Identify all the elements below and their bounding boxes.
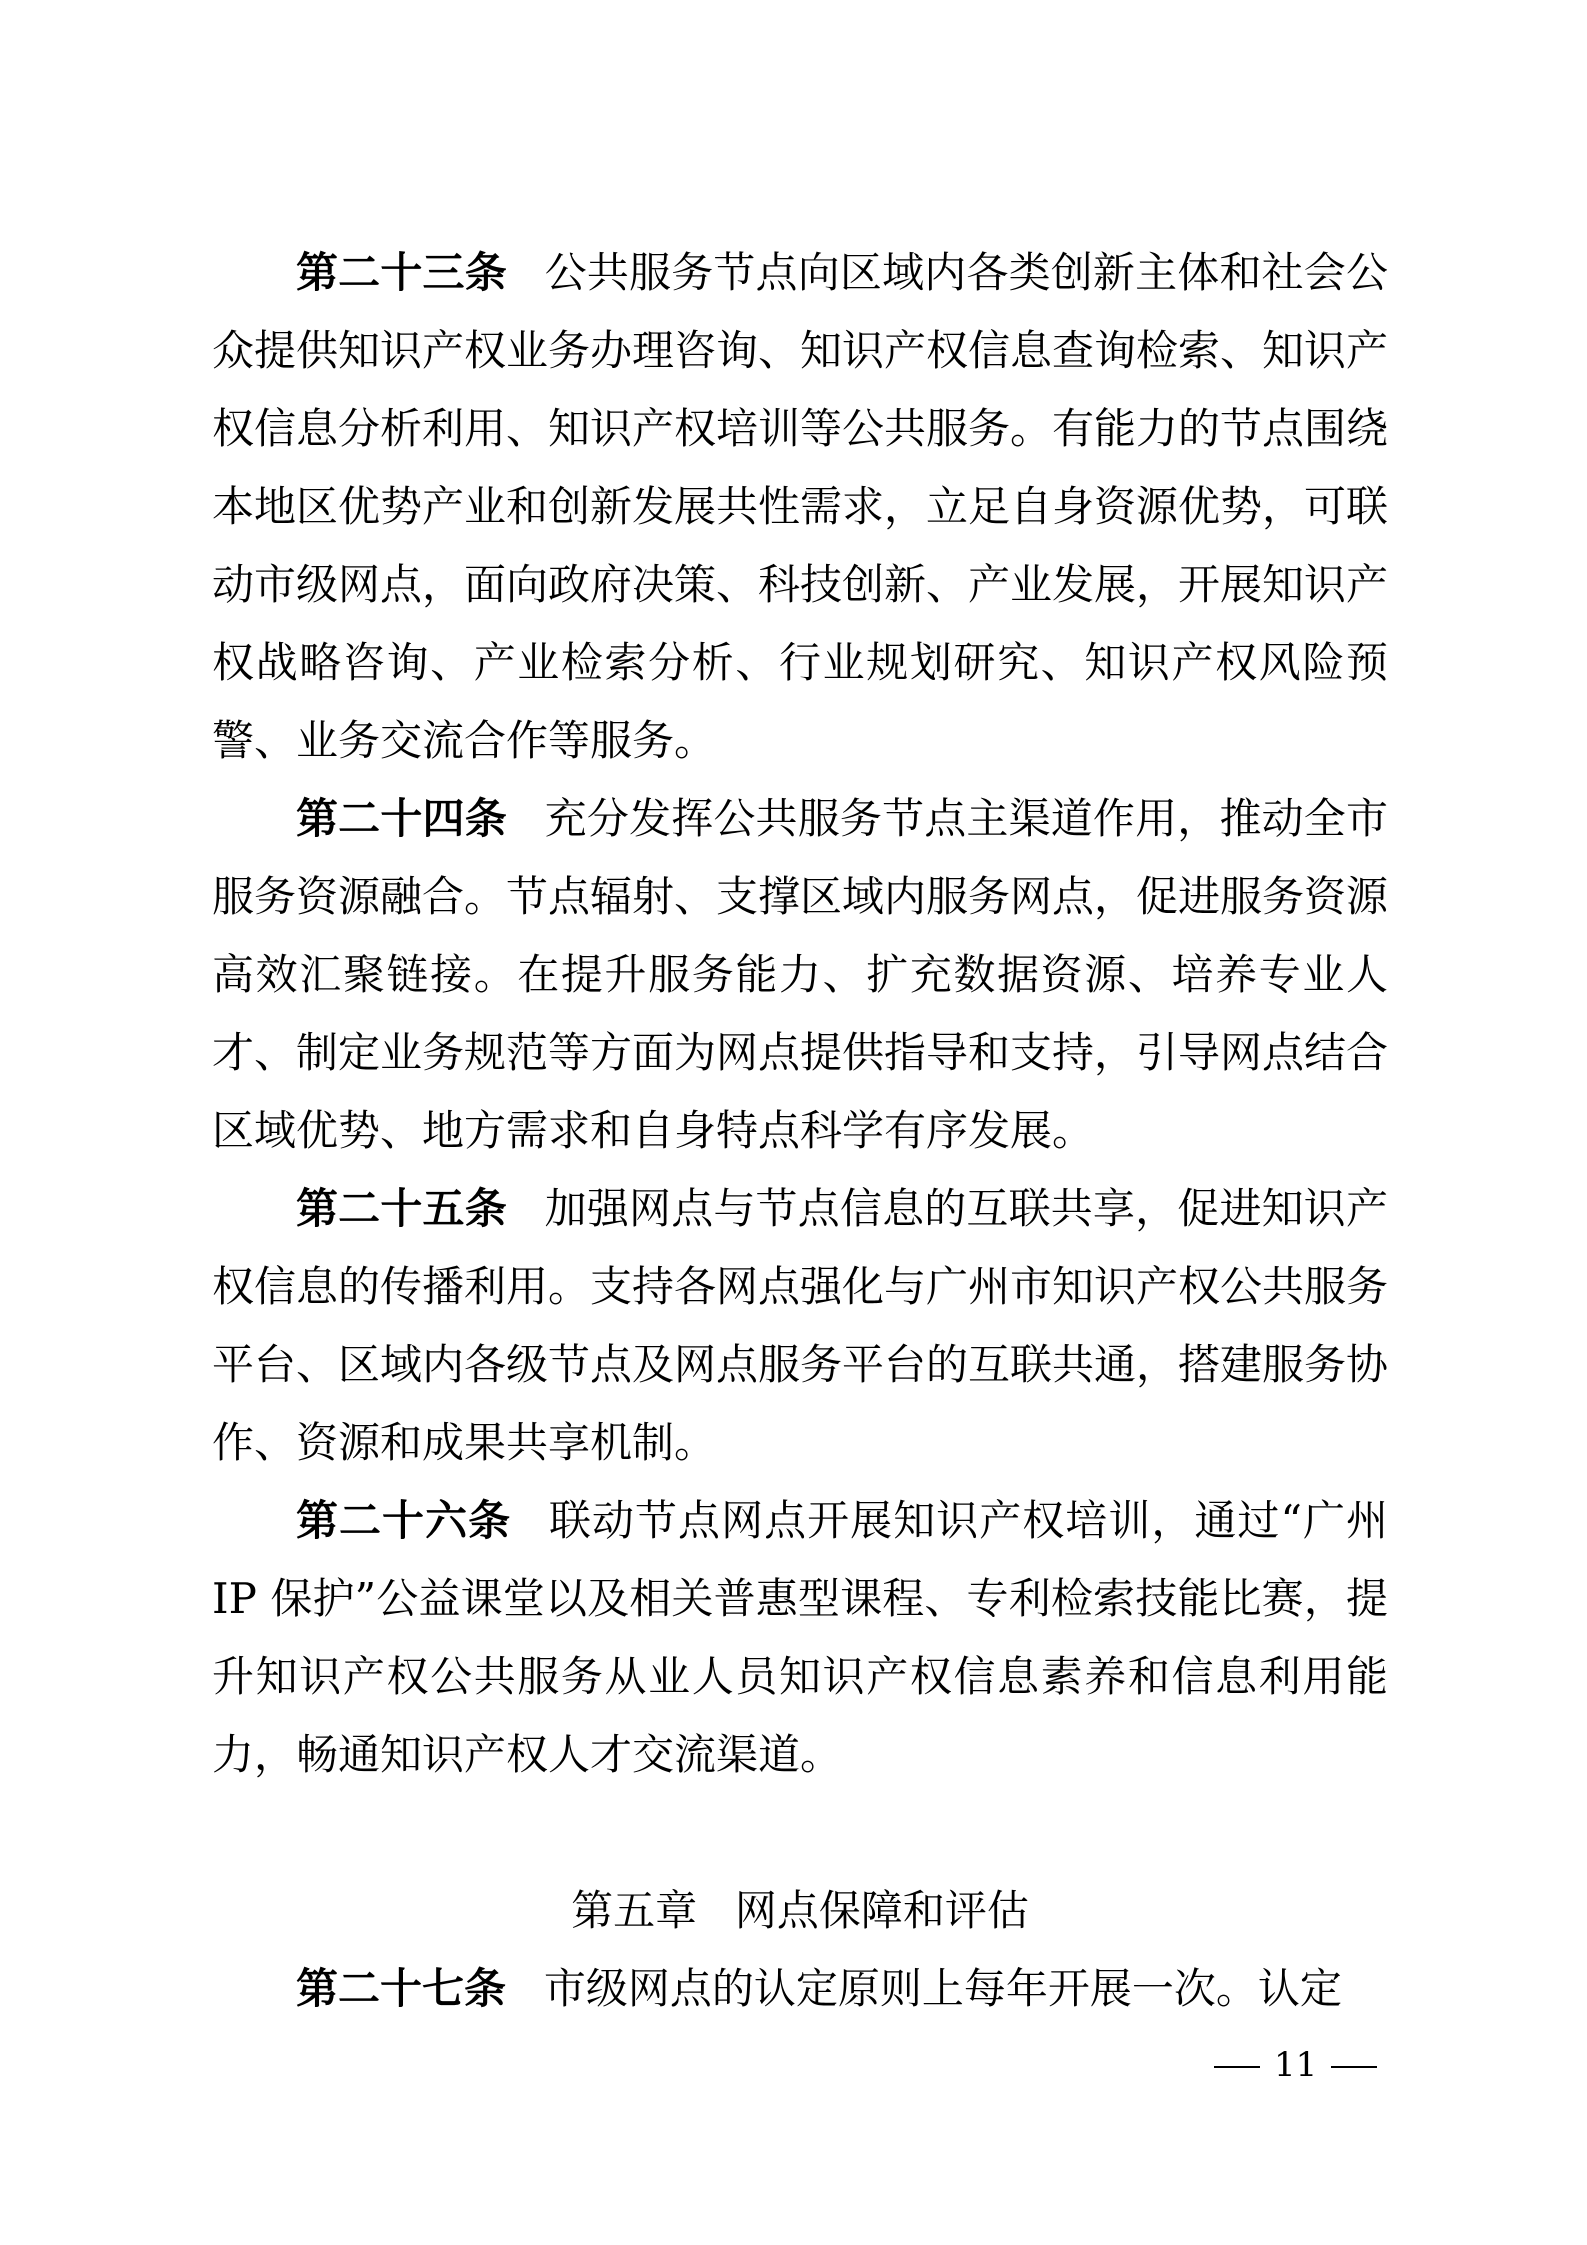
article-27: [212, 1950, 1388, 2028]
article-23: [212, 234, 1388, 780]
article-25: [212, 1170, 1388, 1482]
article-number: 第二十七条: [296, 1964, 507, 2013]
document-body: [212, 234, 1388, 2028]
article-text: 联动节点网点开展知识产权培训，通过“广州 IP 保护”公益课堂以及相关普惠型课程、专利检索技能比赛，提升知识产权公共服务从业人员知识产权信息素养和信息利用能力，畅通知识产权人才交流渠道。: [212, 1496, 1388, 1779]
article-number: 第二十四条: [296, 794, 507, 843]
chapter-title: 网点保障和评估: [734, 1886, 1029, 1935]
article-number: 第二十三条: [296, 248, 507, 297]
article-text: 公共服务节点向区域内各类创新主体和社会公众提供知识产权业务办理咨询、知识产权信息查询检索、知识产权信息分析利用、知识产权培训等公共服务。有能力的节点围绕本地区优势产业和创新发展共性需求，立足自身资源优势，可联动市级网点，面向政府决策、科技创新、产业发展，开展知识产权战略咨询、产业检索分析、行业规划研究、知识产权风险预警、业务交流合作等服务。: [212, 248, 1389, 765]
article-number: 第二十五条: [296, 1184, 507, 1233]
article-text: 充分发挥公共服务节点主渠道作用，推动全市服务资源融合。节点辐射、支撑区域内服务网点，促进服务资源高效汇聚链接。在提升服务能力、扩充数据资源、培养专业人才、制定业务规范等方面为网点提供指导和支持，引导网点结合区域优势、地方需求和自身特点科学有序发展。: [212, 794, 1389, 1155]
article-text: 市级网点的认定原则上每年开展一次。认定: [543, 1964, 1342, 2013]
article-number: 第二十六条: [296, 1496, 512, 1545]
article-26: [212, 1482, 1388, 1794]
chapter-heading: [212, 1872, 1388, 1950]
page-number-value: 11: [1274, 2045, 1318, 2085]
article-text: 加强网点与节点信息的互联共享，促进知识产权信息的传播利用。支持各网点强化与广州市知识产权公共服务平台、区域内各级节点及网点服务平台的互联共通，搭建服务协作、资源和成果共享机制。: [212, 1184, 1389, 1467]
chapter-spacer: [212, 1794, 1388, 1872]
dash-right: [1331, 2066, 1377, 2068]
article-24: [212, 780, 1388, 1170]
page-number: [1200, 2040, 1400, 2090]
dash-left: [1214, 2066, 1260, 2068]
chapter-number: 第五章: [571, 1886, 698, 1935]
